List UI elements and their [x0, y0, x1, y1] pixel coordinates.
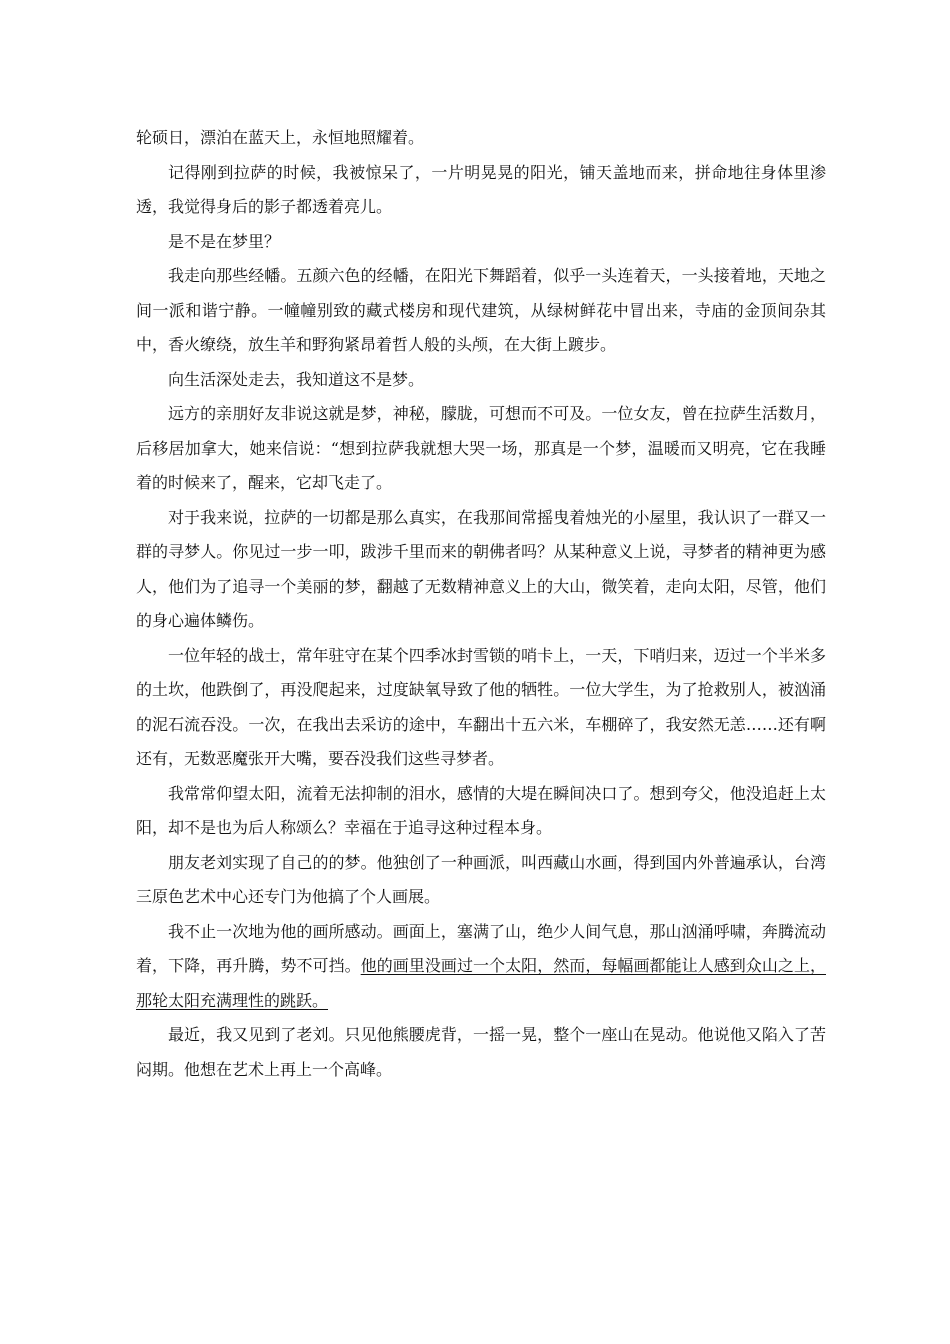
paragraph-11: [136, 915, 826, 1019]
paragraph-2: 记得刚到拉萨的时候，我被惊呆了，一片明晃晃的阳光，铺天盖地而来，拼命地往身体里渗透，我觉得身后的影子都透着亮儿。: [136, 162, 826, 216]
paragraph-9: 我常常仰望太阳，流着无法抑制的泪水，感情的大堤在瞬间决口了。想到夸父，他没追赶上太阳，却不是也为后人称颂么？幸福在于追寻这种过程本身。: [136, 783, 826, 837]
paragraph-4: 我走向那些经幡。五颜六色的经幡，在阳光下舞蹈着，似乎一头连着天，一头接着地，天地之间一派和谐宁静。一幢幢别致的藏式楼房和现代建筑，从绿树鲜花中冒出来，寺庙的金顶间杂其中，香火缭绕，放生羊和野狗紧昂着哲人般的头颅，在大街上踱步。: [136, 266, 826, 354]
underlined-sentence: 他的画里没画过一个太阳，然而，每幅画都能让人感到众山之上，那轮太阳充满理性的跳跃。: [136, 956, 826, 1010]
paragraph-7: 对于我来说，拉萨的一切都是那么真实，在我那间常摇曳着烛光的小屋里，我认识了一群又一群的寻梦人。你见过一步一叩，跋涉千里而来的朝佛者吗？从某种意义上说，寻梦者的精神更为感人，他们为了追寻一个美丽的梦，翻越了无数精神意义上的大山，微笑着，走向太阳，尽管，他们的身心遍体鳞伤。: [136, 507, 826, 630]
paragraph-10: 朋友老刘实现了自己的的梦。他独创了一种画派，叫西藏山水画，得到国内外普遍承认，台湾三原色艺术中心还专门为他搞了个人画展。: [136, 852, 826, 906]
paragraph-6: 远方的亲朋好友非说这就是梦，神秘，朦胧，可想而不可及。一位女友，曾在拉萨生活数月，后移居加拿大，她来信说：“想到拉萨我就想大哭一场，那真是一个梦，温暖而又明亮，它在我睡着的时候来了，醒来，它却飞走了。: [136, 404, 826, 492]
paragraph-1: 轮硕日，漂泊在蓝天上，永恒地照耀着。: [136, 128, 425, 147]
paragraph-3: 是不是在梦里？: [168, 231, 281, 251]
paragraph-11-text: 我不止一次地为他的画所感动。画面上，塞满了山，绝少人间气息，那山汹涌呼啸，奔腾流动着，下降，再升腾，势不可挡。: [136, 921, 826, 975]
paragraph-5: 向生活深处走去，我知道这不是梦。: [168, 369, 425, 389]
document-body: [136, 121, 826, 1087]
paragraph-8: 一位年轻的战士，常年驻守在某个四季冰封雪锁的哨卡上，一天，下哨归来，迈过一个半米多的土坎，他跌倒了，再没爬起来，过度缺氧导致了他的牺牲。一位大学生，为了抢救别人，被汹涌的泥石流吞没。一次，在我出去采访的途中，车翻出十五六米，车棚碎了，我安然无恙……还有啊还有，无数恶魔张开大嘴，要吞没我们这些寻梦者。: [136, 645, 826, 768]
paragraph-12: 最近，我又见到了老刘。只见他熊腰虎背，一摇一晃，整个一座山在晃动。他说他又陷入了苦闷期。他想在艺术上再上一个高峰。: [136, 1025, 826, 1079]
